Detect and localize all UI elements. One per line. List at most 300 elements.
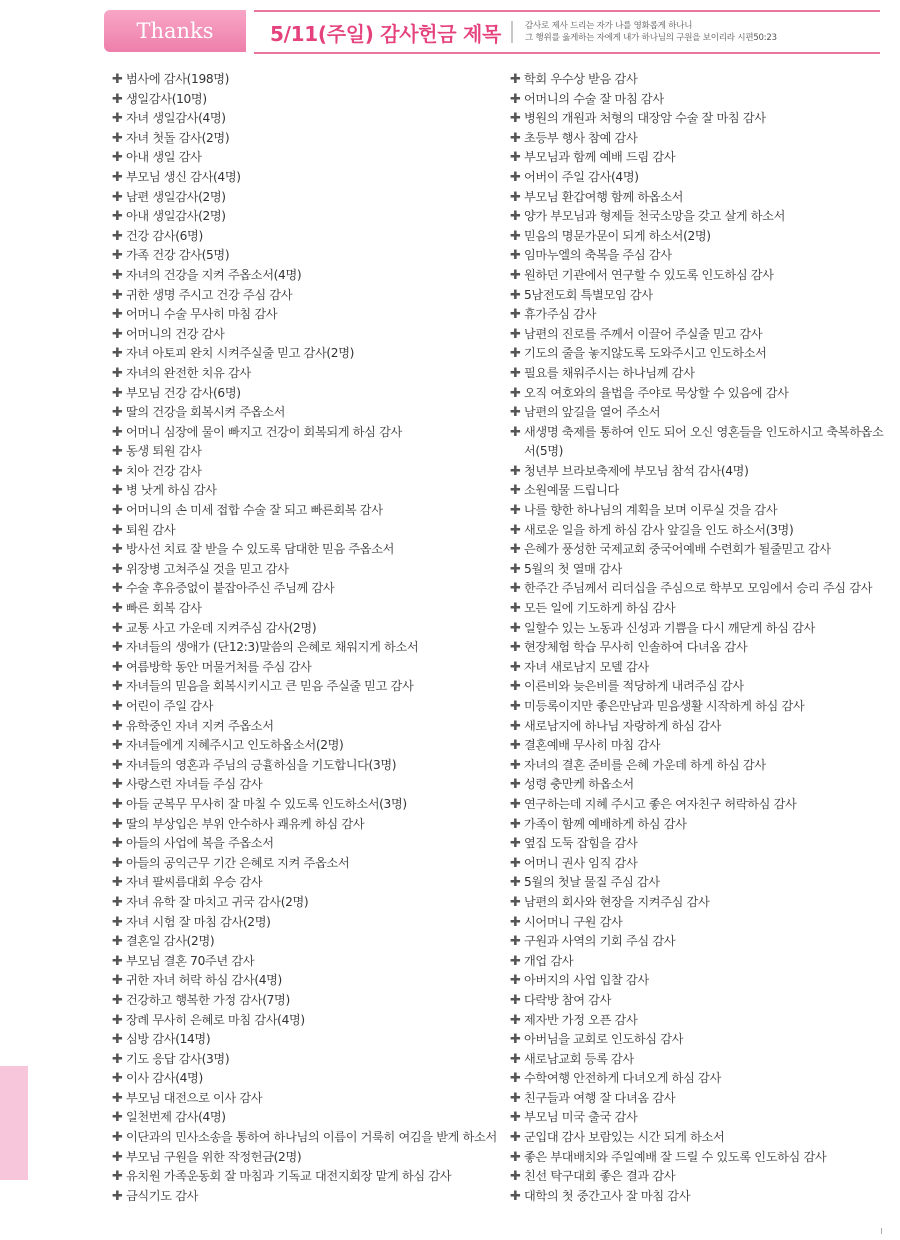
plus-bullet-icon: ✚ — [510, 385, 521, 401]
list-item-text: 자녀의 건강을 지켜 주옵소서(4명) — [126, 267, 302, 282]
list-item — [112, 717, 497, 737]
list-item — [510, 521, 890, 541]
list-item — [112, 1050, 497, 1070]
list-item-text: 기도 응답 감사(3명) — [126, 1051, 230, 1066]
plus-bullet-icon: ✚ — [510, 326, 521, 342]
list-item — [112, 481, 497, 501]
plus-bullet-icon: ✚ — [112, 444, 123, 460]
plus-bullet-icon: ✚ — [510, 1012, 521, 1028]
plus-bullet-icon: ✚ — [112, 640, 123, 656]
plus-bullet-icon: ✚ — [112, 463, 123, 479]
plus-bullet-icon: ✚ — [510, 1149, 521, 1165]
list-item-text: 임마누엘의 축복을 주심 감사 — [524, 248, 672, 263]
list-item — [510, 815, 890, 835]
list-item — [112, 266, 497, 286]
list-item — [510, 1128, 890, 1148]
list-item — [112, 638, 497, 658]
plus-bullet-icon: ✚ — [510, 228, 521, 244]
list-item — [510, 1050, 890, 1070]
list-item-text: 생일감사(10명) — [126, 91, 207, 106]
plus-bullet-icon: ✚ — [510, 463, 521, 479]
list-item — [112, 462, 497, 482]
list-item-text: 부모님 건강 감사(6명) — [126, 385, 241, 400]
list-item — [510, 501, 890, 521]
plus-bullet-icon: ✚ — [510, 248, 521, 264]
list-item-text: 어린이 주일 감사 — [126, 699, 214, 713]
list-item-text: 아버님을 교회로 인도하심 감사 — [524, 1032, 684, 1047]
list-item — [510, 1011, 890, 1031]
list-item — [112, 873, 497, 893]
plus-bullet-icon: ✚ — [112, 228, 123, 244]
plus-bullet-icon: ✚ — [112, 914, 123, 930]
scripture-verse-line-1: 감사로 제사 드리는 자가 나를 영화롭게 하나니 — [525, 21, 693, 31]
list-item-text: 병원의 개원과 처형의 대장암 수술 잘 마침 감사 — [524, 111, 766, 126]
list-item-text: 퇴원 감사 — [126, 522, 176, 537]
list-item — [510, 893, 890, 913]
list-item — [510, 1089, 890, 1109]
list-item-text: 아내 생일감사(2명) — [126, 209, 226, 224]
list-item-text: 자녀 시험 잘 마침 감사(2명) — [126, 914, 271, 929]
list-item — [510, 286, 890, 306]
plus-bullet-icon: ✚ — [112, 992, 123, 1008]
list-item-text: 이사 감사(4명) — [126, 1071, 203, 1086]
list-item-text: 어머니의 손 미세 접합 수술 잘 되고 빠른회복 감사 — [126, 503, 383, 518]
plus-bullet-icon: ✚ — [112, 601, 123, 617]
list-item-text: 위장병 고쳐주실 것을 믿고 감사 — [126, 561, 289, 576]
list-item-text: 성령 충만케 하옵소서 — [524, 777, 634, 792]
list-item — [510, 991, 890, 1011]
plus-bullet-icon: ✚ — [510, 287, 521, 303]
list-item — [112, 893, 497, 913]
list-item — [510, 1187, 890, 1207]
list-item-text: 자녀 유학 잘 마치고 귀국 감사(2명) — [126, 894, 309, 909]
list-item — [112, 90, 497, 110]
list-item-text: 치아 건강 감사 — [126, 463, 202, 478]
list-item-text: 자녀 아토피 완치 시켜주실줄 믿고 감사(2명) — [126, 346, 355, 361]
list-item — [112, 423, 497, 443]
plus-bullet-icon: ✚ — [510, 816, 521, 832]
list-item-text: 남편 생일감사(2명) — [126, 189, 226, 204]
plus-bullet-icon: ✚ — [510, 1169, 521, 1185]
list-item-text: 동생 퇴원 감사 — [126, 444, 202, 459]
plus-bullet-icon: ✚ — [112, 1051, 123, 1067]
plus-bullet-icon: ✚ — [510, 346, 521, 362]
plus-bullet-icon: ✚ — [510, 424, 521, 440]
plus-bullet-icon: ✚ — [510, 503, 521, 519]
plus-bullet-icon: ✚ — [510, 91, 521, 107]
list-item — [510, 384, 890, 404]
list-item — [112, 677, 497, 697]
list-item-text: 병 낫게 하심 감사 — [126, 483, 217, 498]
list-item-text: 제자반 가정 오픈 감사 — [524, 1012, 638, 1027]
plus-bullet-icon: ✚ — [112, 679, 123, 695]
plus-bullet-icon: ✚ — [510, 542, 521, 558]
list-item — [510, 677, 890, 697]
list-item-text: 부모님 구원을 위한 작정헌금(2명) — [126, 1149, 302, 1164]
list-item — [510, 1069, 890, 1089]
list-item-text: 구원과 사역의 기회 주심 감사 — [524, 934, 676, 949]
plus-bullet-icon: ✚ — [112, 287, 123, 303]
list-item — [510, 246, 890, 266]
list-item-text: 필요를 채워주시는 하나님께 감사 — [524, 365, 695, 380]
list-item — [112, 207, 497, 227]
list-item-text: 은혜가 풍성한 국제교회 중국어예배 수련회가 될줄믿고 감사 — [524, 542, 831, 557]
list-item — [510, 364, 890, 384]
plus-bullet-icon: ✚ — [112, 405, 123, 421]
list-item-text: 오직 여호와의 율법을 주야로 묵상할 수 있음에 감사 — [524, 385, 789, 400]
plus-bullet-icon: ✚ — [510, 914, 521, 930]
plus-bullet-icon: ✚ — [112, 757, 123, 773]
plus-bullet-icon: ✚ — [510, 1051, 521, 1067]
title-divider — [511, 21, 513, 43]
plus-bullet-icon: ✚ — [510, 1188, 521, 1204]
list-item-text: 일할수 있는 노동과 신성과 기쁨을 다시 깨닫게 하심 감사 — [524, 620, 815, 635]
plus-bullet-icon: ✚ — [112, 1071, 123, 1087]
list-item — [112, 697, 497, 717]
list-item — [510, 971, 890, 991]
list-item-text: 친구들과 여행 잘 다녀옴 감사 — [524, 1090, 676, 1105]
list-item — [510, 1108, 890, 1128]
list-item-text: 어머니 권사 임직 감사 — [524, 855, 638, 870]
list-item-text: 자녀들의 믿음을 회복시키시고 큰 믿음 주실줄 믿고 감사 — [126, 679, 414, 694]
list-item — [510, 423, 890, 462]
list-item — [112, 971, 497, 991]
list-item — [112, 1187, 497, 1207]
plus-bullet-icon: ✚ — [510, 757, 521, 773]
plus-bullet-icon: ✚ — [112, 346, 123, 362]
list-item-text: 양가 부모님과 형제들 천국소망을 갖고 살게 하소서 — [524, 209, 786, 224]
list-item-text: 어머니 수술 무사히 마침 감사 — [126, 307, 278, 322]
list-item-text: 어머니 심장에 물이 빠지고 건강이 회복되게 하심 감사 — [126, 424, 402, 439]
plus-bullet-icon: ✚ — [510, 1032, 521, 1048]
list-item — [510, 717, 890, 737]
list-item — [112, 325, 497, 345]
page-edge-mark — [881, 1228, 882, 1234]
plus-bullet-icon: ✚ — [112, 1169, 123, 1185]
list-item — [112, 109, 497, 129]
list-item — [510, 952, 890, 972]
list-item — [112, 854, 497, 874]
list-item — [112, 501, 497, 521]
list-item — [510, 1167, 890, 1187]
page-header — [104, 10, 880, 54]
plus-bullet-icon: ✚ — [510, 601, 521, 617]
list-item — [112, 148, 497, 168]
plus-bullet-icon: ✚ — [112, 130, 123, 146]
list-item-text: 5남전도회 특별모임 감사 — [524, 287, 653, 302]
list-item — [112, 188, 497, 208]
plus-bullet-icon: ✚ — [112, 91, 123, 107]
plus-bullet-icon: ✚ — [510, 561, 521, 577]
list-item — [112, 403, 497, 423]
list-item-text: 가족 건강 감사(5명) — [126, 248, 230, 263]
list-item-text: 자녀 첫돌 감사(2명) — [126, 130, 230, 145]
plus-bullet-icon: ✚ — [510, 581, 521, 597]
plus-bullet-icon: ✚ — [510, 738, 521, 754]
plus-bullet-icon: ✚ — [510, 130, 521, 146]
list-item — [510, 913, 890, 933]
plus-bullet-icon: ✚ — [510, 169, 521, 185]
plus-bullet-icon: ✚ — [112, 659, 123, 675]
list-item-text: 일천번제 감사(4명) — [126, 1110, 226, 1125]
plus-bullet-icon: ✚ — [112, 1032, 123, 1048]
plus-bullet-icon: ✚ — [510, 640, 521, 656]
list-item-text: 한주간 주님께서 리더십을 주심으로 학부모 모임에서 승리 주심 감사 — [524, 581, 873, 596]
list-item-text: 어머니의 수술 잘 마침 감사 — [524, 91, 664, 106]
plus-bullet-icon: ✚ — [112, 542, 123, 558]
list-item-text: 딸의 건강을 회복시켜 주옵소서 — [126, 405, 286, 420]
list-item — [112, 246, 497, 266]
list-item-text: 5월의 첫 열매 감사 — [524, 561, 622, 576]
list-item-text: 딸의 부상입은 부위 안수하사 쾌유케 하심 감사 — [126, 816, 365, 831]
list-item — [510, 90, 890, 110]
plus-bullet-icon: ✚ — [510, 953, 521, 969]
list-item — [510, 305, 890, 325]
plus-bullet-icon: ✚ — [510, 718, 521, 734]
plus-bullet-icon: ✚ — [510, 875, 521, 891]
list-item — [510, 619, 890, 639]
list-item-text: 학회 우수상 받음 감사 — [524, 72, 638, 86]
list-item-text: 새로운 일을 하게 하심 감사 앞길을 인도 하소서(3명) — [524, 522, 794, 537]
list-item-text: 가족이 함께 예배하게 하심 감사 — [524, 816, 687, 831]
list-item-text: 기도의 줄을 놓지않도록 도와주시고 인도하소서 — [524, 346, 767, 361]
plus-bullet-icon: ✚ — [112, 875, 123, 891]
list-item-text: 청년부 브라보축제에 부모님 참석 감사(4명) — [524, 463, 749, 478]
list-item-text: 부모님 생신 감사(4명) — [126, 169, 241, 184]
plus-bullet-icon: ✚ — [112, 72, 123, 87]
list-item — [112, 599, 497, 619]
list-item-text: 어버이 주일 감사(4명) — [524, 169, 639, 184]
list-item — [112, 227, 497, 247]
list-item-text: 5월의 첫날 물질 주심 감사 — [524, 875, 660, 890]
list-item — [112, 1030, 497, 1050]
list-item-text: 새생명 축제를 통하여 인도 되어 오신 영혼들을 인도하시고 축복하옵소서(5명) — [524, 424, 884, 459]
plus-bullet-icon: ✚ — [112, 209, 123, 225]
list-item — [510, 325, 890, 345]
list-item — [112, 344, 497, 364]
list-item — [510, 109, 890, 129]
list-item — [510, 129, 890, 149]
list-item-text: 범사에 감사(198명) — [126, 72, 230, 86]
plus-bullet-icon: ✚ — [112, 738, 123, 754]
plus-bullet-icon: ✚ — [112, 973, 123, 989]
plus-bullet-icon: ✚ — [510, 699, 521, 714]
plus-bullet-icon: ✚ — [510, 1090, 521, 1106]
list-item-text: 자녀들의 영혼과 주님의 긍휼하심을 기도합니다(3명) — [126, 757, 397, 772]
list-item — [510, 579, 890, 599]
plus-bullet-icon: ✚ — [112, 189, 123, 205]
plus-bullet-icon: ✚ — [510, 209, 521, 225]
plus-bullet-icon: ✚ — [112, 855, 123, 871]
plus-bullet-icon: ✚ — [112, 934, 123, 950]
scripture-verse — [525, 20, 777, 44]
list-item — [112, 1148, 497, 1168]
list-item — [112, 70, 497, 90]
list-item — [112, 1011, 497, 1031]
plus-bullet-icon: ✚ — [510, 72, 521, 87]
list-item-text: 군입대 감사 보람있는 시간 되게 하소서 — [524, 1130, 725, 1145]
list-item-text: 방사선 치료 잘 받을 수 있도록 담대한 믿음 주옵소서 — [126, 542, 395, 557]
list-item-text: 다락방 참여 감사 — [524, 992, 612, 1007]
list-item-text: 빠른 회복 감사 — [126, 601, 202, 616]
plus-bullet-icon: ✚ — [510, 836, 521, 852]
plus-bullet-icon: ✚ — [112, 796, 123, 812]
list-item — [112, 834, 497, 854]
scripture-verse-line-2: 그 행위를 옳게하는 자에게 내가 하나님의 구원을 보이리라 시편50:23 — [525, 33, 777, 43]
list-item-text: 여름방학 동안 머물거처를 주심 감사 — [126, 659, 312, 674]
list-item-text: 귀한 생명 주시고 건강 주심 감사 — [126, 287, 293, 302]
list-item-text: 자녀의 완전한 치유 감사 — [126, 365, 251, 380]
list-item-text: 새로남지에 하나님 자랑하게 하심 감사 — [524, 718, 721, 733]
list-item-text: 건강하고 행복한 가정 감사(7명) — [126, 992, 290, 1007]
list-item — [112, 1089, 497, 1109]
list-item — [510, 1030, 890, 1050]
list-item — [112, 932, 497, 952]
list-item-text: 자녀의 결혼 준비를 은혜 가운데 하게 하심 감사 — [524, 757, 766, 772]
list-item-text: 부모님 미국 출국 감사 — [524, 1110, 638, 1125]
list-item-text: 어머니의 건강 감사 — [126, 326, 225, 341]
list-item-text: 사랑스런 자녀들 주심 감사 — [126, 777, 263, 792]
list-item — [510, 658, 890, 678]
list-item — [510, 854, 890, 874]
list-item-text: 현장체험 학습 무사히 인솔하여 다녀옴 감사 — [524, 640, 748, 655]
list-item — [510, 599, 890, 619]
list-item — [112, 168, 497, 188]
list-item — [510, 70, 890, 90]
plus-bullet-icon: ✚ — [510, 1110, 521, 1126]
plus-bullet-icon: ✚ — [510, 267, 521, 283]
plus-bullet-icon: ✚ — [510, 679, 521, 695]
list-item — [510, 697, 890, 717]
list-item-text: 친선 탁구대회 좋은 결과 감사 — [524, 1169, 676, 1184]
plus-bullet-icon: ✚ — [112, 307, 123, 323]
list-item — [510, 266, 890, 286]
list-item-text: 부모님 결혼 70주년 감사 — [126, 953, 255, 968]
list-item — [510, 775, 890, 795]
plus-bullet-icon: ✚ — [510, 620, 521, 636]
list-item-text: 이른비와 늦은비를 적당하게 내려주심 감사 — [524, 679, 744, 694]
list-item — [112, 658, 497, 678]
plus-bullet-icon: ✚ — [112, 385, 123, 401]
list-item — [510, 795, 890, 815]
list-item-text: 대학의 첫 중간고사 잘 마침 감사 — [524, 1188, 691, 1203]
list-item — [112, 952, 497, 972]
list-item — [112, 442, 497, 462]
list-item — [112, 619, 497, 639]
list-item — [510, 403, 890, 423]
list-item-text: 소원예물 드립니다 — [524, 483, 619, 498]
list-item-text: 원하던 기관에서 연구할 수 있도록 인도하심 감사 — [524, 267, 774, 282]
plus-bullet-icon: ✚ — [112, 248, 123, 264]
list-item — [112, 815, 497, 835]
list-item — [510, 207, 890, 227]
list-item-text: 자녀 팔씨름대회 우승 감사 — [126, 875, 263, 890]
list-item-text: 아들의 사업에 복을 주옵소서 — [126, 836, 274, 851]
plus-bullet-icon: ✚ — [112, 581, 123, 597]
list-item-text: 부모님 환갑여행 함께 하옵소서 — [524, 189, 684, 204]
plus-bullet-icon: ✚ — [112, 816, 123, 832]
list-item-text: 남편의 진로를 주께서 이끌어 주실줄 믿고 감사 — [524, 326, 763, 341]
list-item — [510, 756, 890, 776]
list-item-text: 자녀 생일감사(4명) — [126, 111, 226, 126]
plus-bullet-icon: ✚ — [112, 150, 123, 166]
plus-bullet-icon: ✚ — [510, 1071, 521, 1087]
plus-bullet-icon: ✚ — [112, 522, 123, 538]
plus-bullet-icon: ✚ — [112, 1188, 123, 1204]
list-item-text: 교통 사고 가운데 지켜주심 감사(2명) — [126, 620, 317, 635]
list-item-text: 믿음의 명문가문이 되게 하소서(2명) — [524, 228, 711, 243]
plus-bullet-icon: ✚ — [510, 777, 521, 793]
plus-bullet-icon: ✚ — [112, 111, 123, 127]
list-item — [112, 286, 497, 306]
thanks-badge-label: Thanks — [136, 19, 214, 43]
list-item-text: 수술 후유증없이 붙잡아주신 주님께 감사 — [126, 581, 335, 596]
list-item-text: 새로남교회 등록 감사 — [524, 1051, 634, 1066]
list-item — [112, 991, 497, 1011]
list-item — [112, 540, 497, 560]
plus-bullet-icon: ✚ — [112, 169, 123, 185]
list-item — [510, 560, 890, 580]
plus-bullet-icon: ✚ — [510, 483, 521, 499]
plus-bullet-icon: ✚ — [112, 718, 123, 734]
list-item-text: 아들의 공익근무 기간 은혜로 지켜 주옵소서 — [126, 855, 350, 870]
plus-bullet-icon: ✚ — [112, 1110, 123, 1126]
plus-bullet-icon: ✚ — [510, 992, 521, 1008]
list-item-text: 자녀들의 생애가 (단12:3)말씀의 은혜로 채워지게 하소서 — [126, 640, 419, 655]
plus-bullet-icon: ✚ — [112, 699, 123, 714]
plus-bullet-icon: ✚ — [112, 267, 123, 283]
list-item-text: 심방 감사(14명) — [126, 1032, 211, 1047]
left-edge-tab — [0, 1066, 28, 1180]
plus-bullet-icon: ✚ — [510, 405, 521, 421]
list-item-text: 연구하는데 지혜 주시고 좋은 여자친구 허락하심 감사 — [524, 796, 797, 811]
plus-bullet-icon: ✚ — [112, 777, 123, 793]
thanks-badge — [104, 10, 246, 52]
list-item — [510, 736, 890, 756]
list-item — [510, 932, 890, 952]
list-item — [510, 834, 890, 854]
plus-bullet-icon: ✚ — [510, 1130, 521, 1146]
list-item-text: 유학중인 자녀 지켜 주옵소서 — [126, 718, 274, 733]
list-item — [112, 736, 497, 756]
right-column — [510, 70, 890, 1206]
list-item — [112, 775, 497, 795]
plus-bullet-icon: ✚ — [112, 836, 123, 852]
list-item-text: 아내 생일 감사 — [126, 150, 202, 165]
list-item-text: 아버지의 사업 입찰 감사 — [524, 973, 649, 988]
plus-bullet-icon: ✚ — [510, 522, 521, 538]
title-box — [254, 10, 880, 54]
plus-bullet-icon: ✚ — [112, 1012, 123, 1028]
plus-bullet-icon: ✚ — [510, 150, 521, 166]
list-item — [112, 364, 497, 384]
list-item — [510, 462, 890, 482]
list-item-text: 초등부 행사 참예 감사 — [524, 130, 638, 145]
plus-bullet-icon: ✚ — [510, 111, 521, 127]
left-column — [112, 70, 497, 1206]
list-item-text: 금식기도 감사 — [126, 1188, 199, 1203]
list-item-text: 이단과의 민사소송을 통하여 하나님의 이름이 거룩히 여김을 받게 하소서 — [126, 1130, 497, 1145]
plus-bullet-icon: ✚ — [510, 659, 521, 675]
plus-bullet-icon: ✚ — [510, 796, 521, 812]
plus-bullet-icon: ✚ — [112, 1090, 123, 1106]
plus-bullet-icon: ✚ — [112, 894, 123, 910]
plus-bullet-icon: ✚ — [112, 424, 123, 440]
list-item-text: 개업 감사 — [524, 953, 574, 968]
list-item — [112, 795, 497, 815]
list-item — [510, 540, 890, 560]
plus-bullet-icon: ✚ — [112, 561, 123, 577]
